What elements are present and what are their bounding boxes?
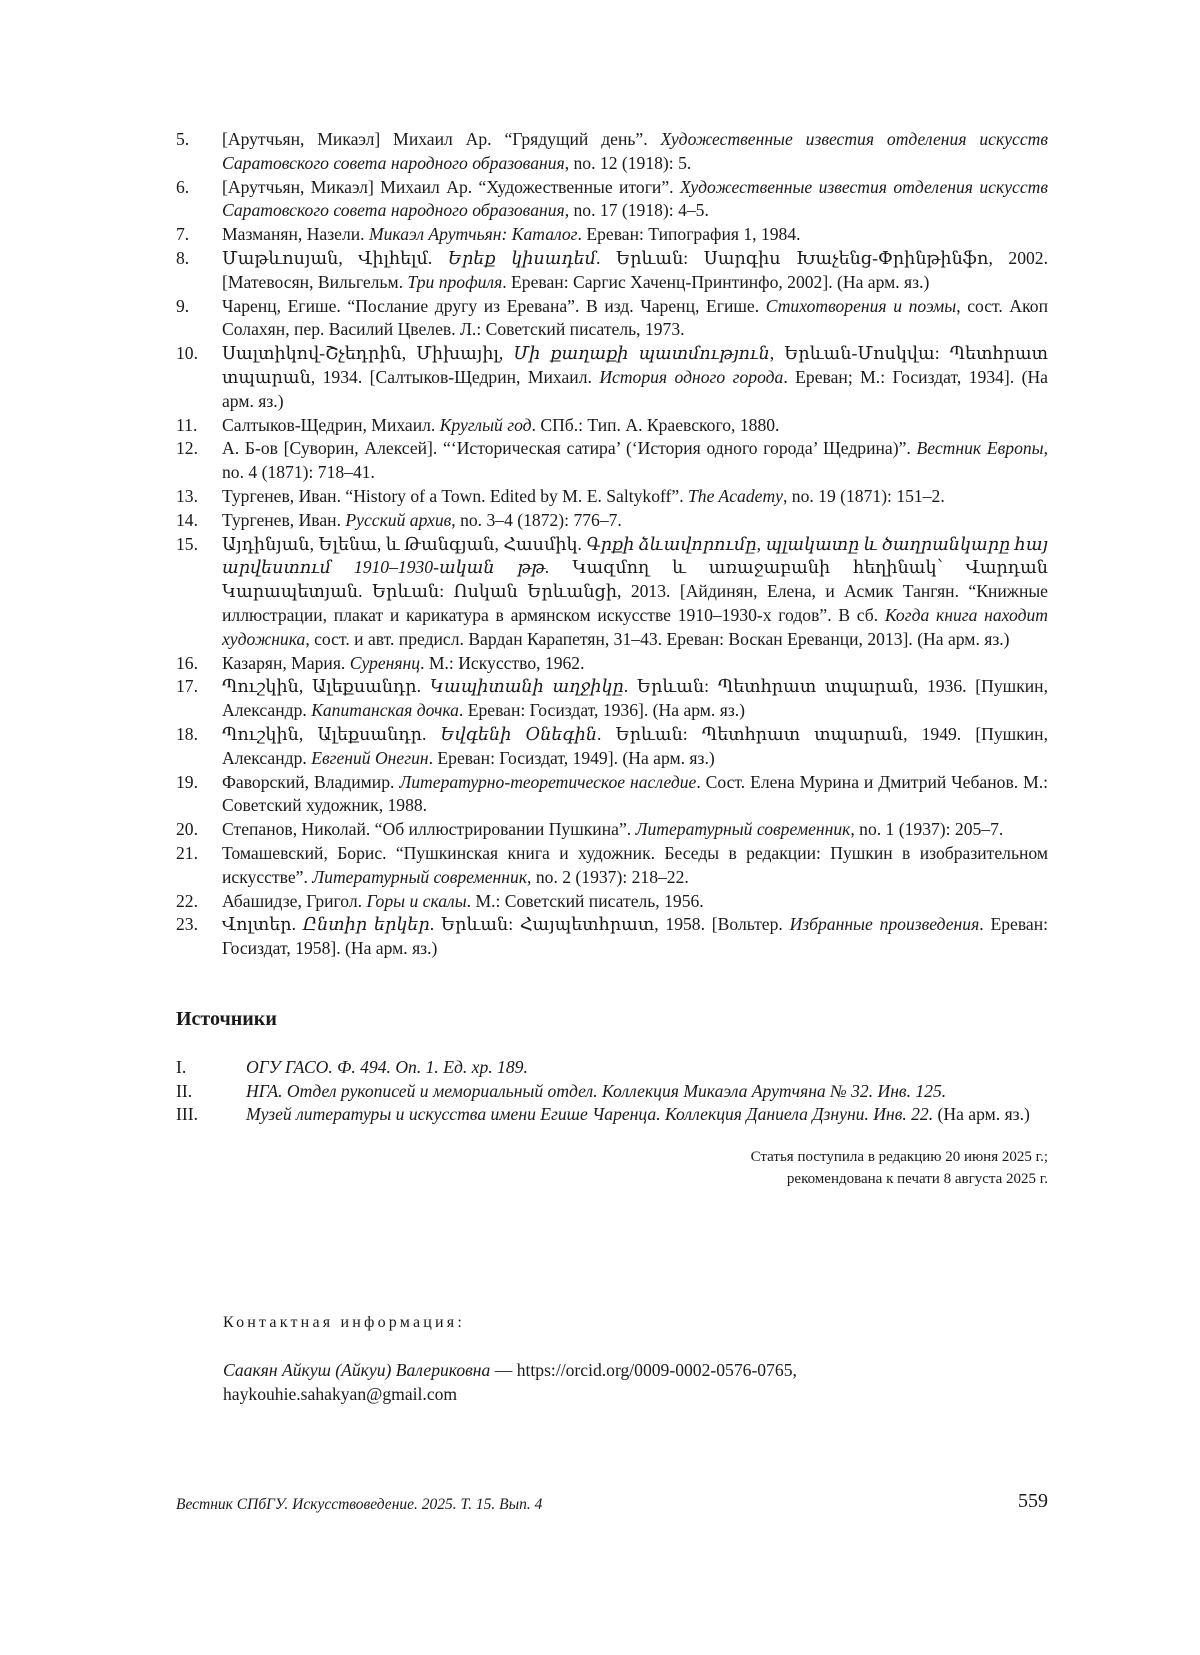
- source-item: [176, 1103, 1048, 1127]
- reference-text-part: Պուշկին, Ալեքսանդր.: [222, 723, 441, 744]
- reference-item: [176, 723, 1048, 771]
- source-text: [246, 1056, 1048, 1080]
- reference-title-italic: Литературный современник: [312, 866, 528, 887]
- reference-title-italic: Մի քաղաքի պատմություն: [513, 343, 770, 364]
- contact-block: [223, 1314, 1043, 1406]
- reference-title-italic: Русский архив: [345, 509, 452, 530]
- reference-text-part: , no. 2 (1937): 218–22.: [527, 866, 689, 887]
- reference-text: [222, 223, 1048, 247]
- reference-title-italic: Литературный современник: [635, 819, 851, 840]
- reference-item: [176, 128, 1048, 176]
- reference-item: [176, 533, 1048, 652]
- reference-text-part: , no. 17 (1918): 4–5.: [564, 200, 709, 221]
- page-number: 559: [1018, 1490, 1048, 1512]
- reference-title-italic: Литературно-теоретическое наследие: [399, 771, 697, 792]
- reference-title-italic: Կապիտանի աղջիկը: [429, 676, 624, 697]
- reference-text: [222, 342, 1048, 413]
- reference-number: 8.: [176, 247, 190, 268]
- journal-title: Вестник СПбГУ. Искусствоведение. 2025. Т. 15. Вып. 4: [176, 1496, 543, 1513]
- reference-number: 11.: [176, 414, 198, 435]
- reference-text-part: Վոլտեր.: [222, 914, 303, 935]
- reference-item: [176, 295, 1048, 343]
- reference-text: [222, 842, 1048, 890]
- reference-text-part: , сост. Акоп Солахян, пер. Василий Цвелев. Л.: Советский писатель, 1973.: [222, 295, 1048, 340]
- reference-item: [176, 890, 1048, 914]
- reference-text-part: Абашидзе, Григол.: [222, 890, 367, 911]
- reference-text-part: Тургенев, Иван.: [222, 509, 346, 530]
- reference-text: [222, 771, 1048, 819]
- reference-number: 20.: [176, 819, 198, 840]
- received-line-1: Статья поступила в редакцию 20 июня 2025 г.;: [750, 1149, 1048, 1166]
- reference-number: 15.: [176, 533, 198, 554]
- contact-separator: —: [490, 1360, 517, 1380]
- reference-text: [222, 652, 1048, 676]
- source-number: III.: [176, 1104, 198, 1125]
- contact-body: [223, 1358, 1043, 1406]
- received-note: [176, 1146, 1048, 1190]
- reference-item: [176, 818, 1048, 842]
- reference-item: [176, 414, 1048, 438]
- page-content: [176, 128, 1048, 1190]
- reference-title-italic: Художественные известия отделения искусств Саратовского совета народного образования: [222, 176, 1048, 221]
- reference-text-part: Фаворский, Владимир.: [222, 771, 400, 792]
- reference-title-italic: Вестник Европы: [916, 438, 1044, 459]
- source-text-part: (На арм. яз.): [933, 1104, 1030, 1125]
- reference-text-part: , no. 3–4 (1872): 776–7.: [451, 509, 622, 530]
- source-title-italic: Музей литературы и искусства имени Егише Чаренца. Коллекция Даниела Дзнуни. Инв. 22.: [246, 1104, 934, 1125]
- source-text: [246, 1103, 1048, 1127]
- reference-text: [222, 509, 1048, 533]
- reference-text: [222, 295, 1048, 343]
- reference-item: [176, 675, 1048, 723]
- reference-list: [176, 128, 1048, 961]
- reference-item: [176, 437, 1048, 485]
- reference-text-part: Тургенев, Иван. “History of a Town. Edited by M. E. Saltykoff”.: [222, 485, 689, 506]
- reference-number: 18.: [176, 723, 198, 744]
- reference-text-part: Մաթևոսյան, Վիլհելմ.: [222, 247, 448, 268]
- reference-item: [176, 652, 1048, 676]
- reference-item: [176, 509, 1048, 533]
- reference-text: [222, 675, 1048, 723]
- source-number: II.: [176, 1080, 193, 1101]
- reference-text-part: Мазманян, Назели.: [222, 224, 369, 245]
- reference-text-part: Պուշկին, Ալեքսանդր.: [222, 676, 430, 697]
- reference-text: [222, 176, 1048, 224]
- reference-text-part: . СПб.: Тип. А. Краевского, 1880.: [531, 414, 780, 435]
- reference-text-part: . Ереван: Госиздат, 1936]. (На арм. яз.): [458, 700, 746, 721]
- reference-number: 12.: [176, 438, 198, 459]
- reference-number: 10.: [176, 343, 198, 364]
- reference-item: [176, 771, 1048, 819]
- reference-text-part: . Ереван; М.: Госиздат, 1934]. (На арм. яз.): [222, 366, 1048, 411]
- reference-title-italic: Круглый год: [439, 414, 532, 435]
- reference-number: 14.: [176, 509, 198, 530]
- source-item: [176, 1056, 1048, 1080]
- reference-text: [222, 723, 1048, 771]
- reference-text-part: . Ереван: Саргис Хаченц-Принтинфо, 2002]. (На арм. яз.): [502, 271, 930, 292]
- source-title-italic: ОГУ ГАСО. Ф. 494. Оп. 1. Ед. хр. 189.: [246, 1056, 528, 1077]
- reference-text-part: . Ереван: Госиздат, 1949]. (На арм. яз.): [428, 747, 715, 768]
- reference-number: 7.: [176, 224, 190, 245]
- reference-number: 9.: [176, 295, 190, 316]
- email-link[interactable]: haykouhie.sahakyan@gmail.com: [223, 1384, 458, 1404]
- reference-text-part: А. Б-ов [Суворин, Алексей]. “‘Историческая сатира’ (‘История одного города’ Щедрина)”.: [222, 438, 917, 459]
- reference-text-part: Այդինյան, Ելենա, և Թանգյան, Հասմիկ.: [222, 533, 587, 554]
- reference-title-italic: Микаэл Арутчьян: Каталог: [368, 224, 578, 245]
- source-item: [176, 1080, 1048, 1104]
- reference-text: [222, 485, 1048, 509]
- reference-title-italic: Երեք կիսադեմ: [447, 247, 597, 268]
- reference-text-part: Казарян, Мария.: [222, 652, 350, 673]
- reference-title-italic: Евгений Онегин: [311, 747, 429, 768]
- reference-title-italic: Горы и скалы: [366, 890, 467, 911]
- sources-heading: Источники: [176, 1007, 277, 1030]
- reference-text-part: Чаренц, Егише. “Послание другу из Еревана”. В изд. Чаренц, Егише.: [222, 295, 766, 316]
- reference-title-italic: Избранные произведения: [789, 914, 980, 935]
- reference-number: 22.: [176, 890, 198, 911]
- reference-title-italic: Եվգենի Օնեգին: [440, 723, 598, 744]
- reference-item: [176, 223, 1048, 247]
- reference-number: 21.: [176, 842, 198, 863]
- reference-title-italic: Стихотворения и поэмы: [765, 295, 957, 316]
- reference-text: [222, 890, 1048, 914]
- reference-text-part: . Сост. Елена Мурина и Дмитрий Чебанов. М.: Советский художник, 1988.: [222, 771, 1049, 816]
- reference-text-part: Степанов, Николай. “Об иллюстрировании Пушкина”.: [222, 819, 636, 840]
- reference-number: 16.: [176, 652, 198, 673]
- reference-item: [176, 342, 1048, 413]
- reference-text: [222, 818, 1048, 842]
- reference-item: [176, 247, 1048, 295]
- reference-title-italic: The Academy: [688, 485, 783, 506]
- reference-title-italic: История одного города: [599, 366, 784, 387]
- received-line-2: рекомендована к печати 8 августа 2025 г.: [786, 1171, 1048, 1188]
- reference-text-part: . М.: Советский писатель, 1956.: [466, 890, 704, 911]
- reference-text-part: . Ереван: Госиздат, 1958]. (На арм. яз.): [222, 914, 1049, 959]
- reference-text-part: , Երևան-Մոսկվա: Պետհրատ տպարան, 1934. [Салтыков-Щедрин, Михаил.: [222, 343, 1048, 387]
- reference-text-part: . М.: Искусство, 1962.: [420, 652, 585, 673]
- reference-item: [176, 485, 1048, 509]
- reference-text-part: [Арутчьян, Микаэл] Михаил Ар. “Художественные итоги”.: [222, 176, 680, 197]
- reference-text-part: , no. 12 (1918): 5.: [564, 152, 692, 173]
- reference-text: [222, 913, 1048, 961]
- reference-text-part: . Երևան: Հայպետհրատ, 1958. [Вольтер.: [429, 914, 790, 935]
- reference-item: [176, 842, 1048, 890]
- reference-text-part: . Երևան: Սարգիս Խաչենց-Փրինթինֆո, 2002. [Матевосян, Вильгельм.: [222, 247, 1049, 292]
- reference-text-part: , no. 1 (1937): 205–7.: [850, 819, 1004, 840]
- reference-text: [222, 437, 1048, 485]
- reference-number: 19.: [176, 771, 198, 792]
- reference-number: 13.: [176, 485, 198, 506]
- reference-text-part: . Երևան: Պետհրատ տպարան, 1936. [Пушкин, Александр.: [222, 676, 1048, 721]
- orcid-link[interactable]: https://orcid.org/0009-0002-0576-0765,: [516, 1360, 797, 1380]
- reference-title-italic: Художественные известия отделения искусств Саратовского совета народного образования: [222, 129, 1048, 173]
- reference-text: [222, 414, 1048, 438]
- reference-title-italic: Գրքի ձևավորումը, պլակատը և ծաղրանկարը հայ արվեստում 1910–1930-ական թթ.: [222, 533, 1048, 578]
- reference-number: 17.: [176, 676, 198, 697]
- reference-title-italic: Три профиля: [407, 271, 503, 292]
- page-footer: [176, 1490, 1048, 1520]
- reference-title-italic: Капитанская дочка: [311, 700, 459, 721]
- reference-text-part: Կազմող և առաջաբանի հեղինակ՝ Վարդան Կարապետյան. Երևան: Ոսկան Երևանցի, 2013. [Айдинян, Елена, и Асмик Тангян. “Книжные иллюстрации, плакат и карикатура в армянском искусстве 1910–1930-х годов”. В сб.: [222, 557, 1048, 625]
- reference-number: 23.: [176, 914, 198, 935]
- reference-title-italic: Суренянц: [349, 652, 421, 673]
- reference-text-part: Սալտիկով-Շչեդրին, Միխայիլ,: [222, 343, 514, 364]
- reference-item: [176, 176, 1048, 224]
- source-number: I.: [176, 1056, 187, 1077]
- reference-number: 5.: [176, 129, 190, 149]
- contact-title: Контактная информация:: [223, 1314, 466, 1331]
- sources-list: [176, 1056, 1048, 1127]
- reference-text-part: , no. 4 (1871): 718–41.: [222, 438, 1048, 483]
- source-title-italic: НГА. Отдел рукописей и мемориальный отдел. Коллекция Микаэла Арутчяна № 32. Инв. 125.: [246, 1080, 947, 1101]
- reference-text: [222, 247, 1048, 295]
- author-name: Саакян Айкуш (Айкуи) Валериковна: [223, 1360, 491, 1380]
- reference-number: 6.: [176, 176, 190, 197]
- reference-title-italic: Ընտիր երկեր: [302, 914, 430, 935]
- reference-text-part: . Ереван: Типография 1, 1984.: [577, 224, 801, 245]
- reference-text: [222, 128, 1048, 176]
- source-text: [246, 1080, 1048, 1104]
- reference-title-italic: Когда книга находит художника: [222, 604, 1048, 649]
- reference-text-part: Салтыков-Щедрин, Михаил.: [222, 414, 440, 435]
- reference-text-part: Томашевский, Борис. “Пушкинская книга и художник. Беседы в редакции: Пушкин в изобразительном искусстве”.: [222, 842, 1048, 887]
- reference-text-part: , no. 19 (1871): 151–2.: [782, 485, 945, 506]
- reference-text-part: , сост. и авт. предисл. Вардан Карапетян, 31–43. Ереван: Воскан Ереванци, 2013]. (На арм. яз.): [305, 628, 1010, 649]
- reference-text-part: . Երևան: Պետհրատ տպարան, 1949. [Пушкин, Александр.: [222, 723, 1049, 768]
- reference-text: [222, 533, 1048, 652]
- reference-item: [176, 913, 1048, 961]
- reference-text-part: [Арутчьян, Микаэл] Михаил Ар. “Грядущий день”.: [222, 129, 661, 149]
